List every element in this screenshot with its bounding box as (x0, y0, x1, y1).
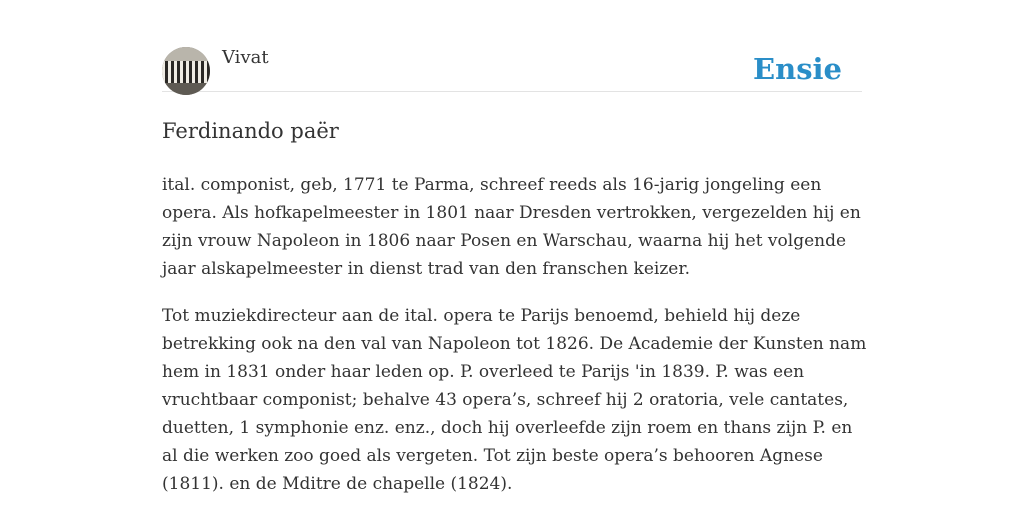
text-line: ital. componist, geb, 1771 te Parma, schreef reeds als 16-jarig jongeling een (162, 175, 822, 195)
text-line: Tot muziekdirecteur aan de ital. opera te Parijs benoemd, behield hij deze (162, 306, 801, 326)
text-line: zijn vrouw Napoleon in 1806 naar Posen en Warschau, waarna hij het volgende (162, 231, 847, 251)
text-line: vruchtbaar componist; behalve 43 opera’s, schreef hij 2 oratoria, vele cantates, (162, 390, 849, 410)
paragraph-1 (162, 171, 862, 283)
user-avatar[interactable] (162, 47, 210, 95)
brand-logo[interactable]: Ensie (753, 52, 842, 86)
entry-header (162, 46, 862, 92)
paragraph-2 (162, 302, 867, 498)
entry-card (162, 46, 867, 498)
text-line: (1811). en de Mditre de chapelle (1824). (162, 474, 513, 494)
text-line: hem in 1831 onder haar leden op. P. overleed te Parijs 'in 1839. P. was een (162, 362, 805, 382)
text-line: duetten, 1 symphonie enz. enz., doch hij overleefde zijn roem en thans zijn P. en (162, 418, 853, 438)
text-line: al die werken zoo goed als vergeten. Tot zijn beste opera’s behooren Agnese (162, 446, 823, 466)
text-line: betrekking ook na den val van Napoleon tot 1826. De Academie der Kunsten nam (162, 334, 867, 354)
username[interactable]: Vivat (222, 47, 269, 68)
text-line: jaar alskapelmeester in dienst trad van den franschen keizer. (162, 259, 691, 279)
text-line: opera. Als hofkapelmeester in 1801 naar Dresden vertrokken, vergezelden hij en (162, 203, 861, 223)
entry-title: Ferdinando paër (162, 119, 339, 143)
piano-keys-icon (162, 47, 210, 95)
